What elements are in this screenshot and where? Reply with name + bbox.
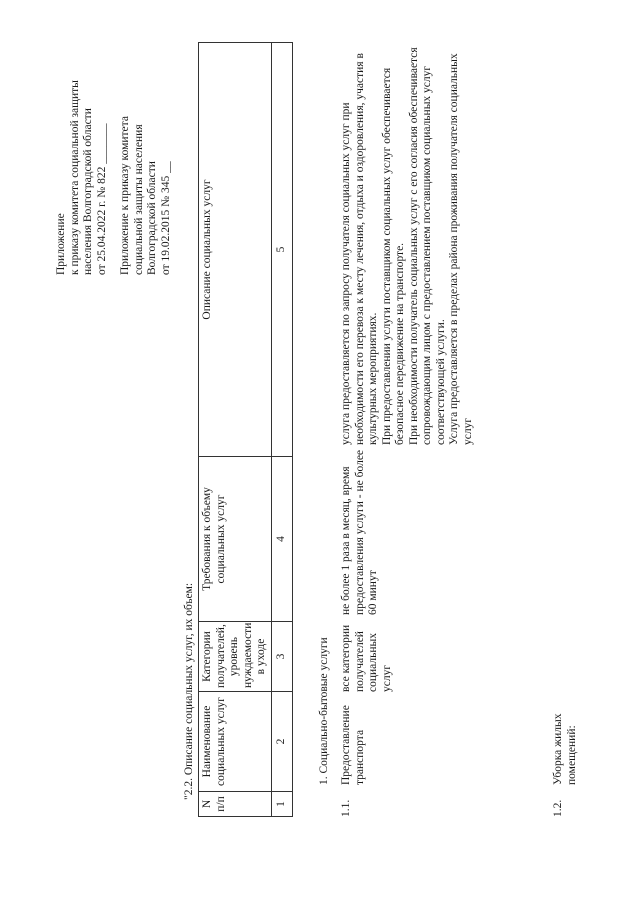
header-line: Волгоградской области <box>146 161 158 275</box>
column-number: 4 <box>271 457 292 622</box>
service-name: Предоставление транспорта <box>340 705 366 785</box>
column-number: 3 <box>271 622 292 692</box>
header-line: от 19.02.2015 № 345 __ <box>159 161 172 275</box>
description-paragraph: Услуга предоставляется в пределах района проживания получателя социальных услуг <box>448 53 474 445</box>
header-line: Приложение <box>55 213 67 275</box>
description-paragraph: услуга предоставляется по запросу получателя социальных услуг при необходимости его перевоза к месту лечения, отдыха и оздоровления, участия в культурных мероприятиях. <box>340 53 379 445</box>
table-header-row <box>199 43 272 817</box>
column-number: 5 <box>271 43 292 457</box>
volume-requirement: не более 1 раза в месяц, время предоставления услуги - не более 60 минут <box>340 449 379 615</box>
column-number-row <box>271 43 292 817</box>
section-heading: 1. Социально-бытовые услуги <box>318 637 330 785</box>
row-number: 1.2. <box>552 799 564 817</box>
service-name: Уборка жилых помещений: <box>552 713 578 785</box>
service-description <box>340 45 475 445</box>
description-paragraph: При предоставлении услуги поставщиком социальных услуг обеспечивается безопасное передвижение на транспорте. <box>380 67 406 445</box>
column-header: N п/п <box>199 792 272 817</box>
column-number: 2 <box>271 692 292 792</box>
row-number: 1.1. <box>340 799 352 817</box>
column-header: Наименование социальных услуг <box>199 692 272 792</box>
order-attachment-header <box>55 15 173 275</box>
services-table <box>198 42 293 817</box>
column-number: 1 <box>271 792 292 817</box>
header-line: Приложение к приказу комитета <box>119 116 131 275</box>
header-line: от 25.04.2022 г. № 822 _______ <box>95 123 108 275</box>
recipient-category: все категории получателей социальных услуг <box>340 624 393 692</box>
header-line: социальной защиты населения <box>132 124 145 275</box>
header-line: населения Волгоградской области <box>82 108 94 275</box>
table-title: "2.2. Описание социальных услуг, их объем: <box>183 582 195 800</box>
header-line: к приказу комитета социальной защиты <box>68 80 81 275</box>
description-paragraph: При необходимости получатель социальных услуг с его согласия обеспечивается сопровождающим лицом с предоставлением поставщиком социальных услуг соответствующей услуги. <box>407 47 447 445</box>
column-header: Категории получателей, уровень нуждаемости в уходе <box>199 622 272 692</box>
column-header: Требования к объему социальных услуг <box>199 457 272 622</box>
column-header: Описание социальных услуг <box>199 43 272 457</box>
